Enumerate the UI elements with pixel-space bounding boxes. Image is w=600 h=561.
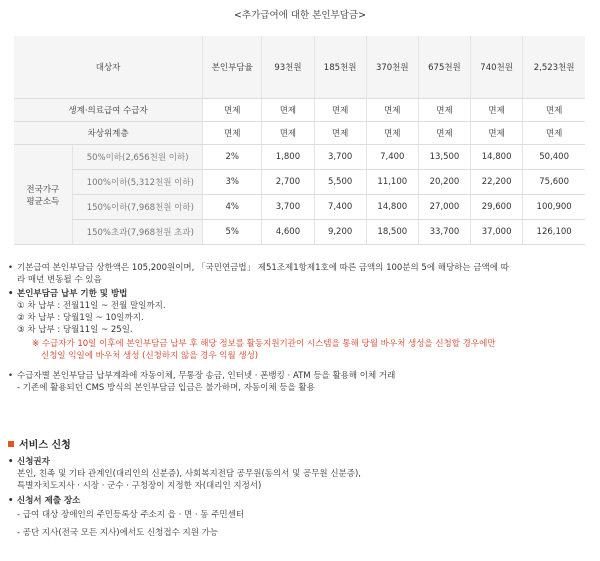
note-cap: • 기본급여 본인부담금 상한액은 105,200원이며, 「국민연금법」 제51조제1항제1호에 따른 금액의 100분의 5에 해당하는 금액에 따 bbox=[8, 262, 593, 274]
header-amount: 185천원 bbox=[314, 36, 366, 99]
value-cell: 면제 bbox=[523, 122, 585, 145]
note-payment-3: ③ 차 납부 : 당월11일 ~ 25일. bbox=[17, 325, 133, 335]
header-amount: 675천원 bbox=[418, 36, 470, 99]
submission-line: - 급여 대상 장애인의 주민등록상 주소지 읍 · 면 · 동 주민센터 bbox=[17, 510, 245, 520]
row-label: 50%이하(2,656천원 이하) bbox=[72, 145, 202, 170]
service-section bbox=[8, 456, 593, 539]
value-cell: 50,400 bbox=[523, 145, 585, 170]
value-cell: 126,100 bbox=[523, 220, 585, 245]
table-row bbox=[14, 99, 585, 122]
value-cell: 7,400 bbox=[366, 145, 418, 170]
value-cell: 100,900 bbox=[523, 195, 585, 220]
value-cell: 5,500 bbox=[314, 170, 366, 195]
value-cell: 27,000 bbox=[418, 195, 470, 220]
table-row bbox=[14, 195, 585, 220]
value-cell: 면제 bbox=[366, 99, 418, 122]
income-group-label-line: 평균소득 bbox=[26, 196, 60, 207]
value-cell: 면제 bbox=[314, 99, 366, 122]
value-cell: 14,800 bbox=[366, 195, 418, 220]
value-cell: 2,700 bbox=[262, 170, 314, 195]
row-label: 150%이하(7,968천원 이하) bbox=[72, 195, 202, 220]
row-label: 생계·의료급여 수급자 bbox=[14, 99, 203, 122]
value-cell: 22,200 bbox=[471, 170, 523, 195]
value-cell: 면제 bbox=[418, 99, 470, 122]
value-cell: 면제 bbox=[366, 122, 418, 145]
submission-line: - 공단 지사(전국 모든 지사)에서도 신청접수 지원 가능 bbox=[17, 528, 219, 538]
value-cell: 면제 bbox=[262, 122, 314, 145]
value-cell: 7,400 bbox=[314, 195, 366, 220]
applicant-title: • 신청권자 bbox=[8, 456, 593, 468]
applicant-line: 특별자치도지사 · 시장 · 군수 · 구청장이 지정한 자(대리인 지정서) bbox=[17, 481, 262, 491]
value-cell: 3,700 bbox=[262, 195, 314, 220]
service-title-text: 서비스 신청 bbox=[19, 440, 71, 451]
value-cell: 면제 bbox=[314, 122, 366, 145]
submission-title: • 신청서 제출 장소 bbox=[8, 495, 593, 507]
note-payment-2: ② 차 납부 : 당월1일 ~ 10일까지. bbox=[17, 313, 144, 323]
rate-cell: 2% bbox=[203, 145, 262, 170]
header-target: 대상자 bbox=[14, 36, 203, 99]
value-cell: 면제 bbox=[471, 99, 523, 122]
note-transfer: • 수급자별 본인부담금 납부계좌에 자동이체, 무통장 송금, 인터넷 · 폰뱅킹 · ATM 등을 활용해 이체 거래 bbox=[8, 370, 593, 382]
table-caption: <추가급여에 대한 본인부담금> bbox=[233, 10, 367, 21]
rate-cell: 5% bbox=[203, 220, 262, 245]
value-cell: 11,100 bbox=[366, 170, 418, 195]
row-label: 150%초과(7,968천원 초과) bbox=[72, 220, 202, 245]
header-amount: 2,523천원 bbox=[523, 36, 585, 99]
value-cell: 면제 bbox=[418, 122, 470, 145]
note-cap-cont: 라 매년 변동될 수 있음 bbox=[17, 275, 102, 285]
table-row bbox=[14, 170, 585, 195]
header-amount: 93천원 bbox=[262, 36, 314, 99]
note-warning-cont: 신청일 익일에 바우처 생성 (신청하지 않을 경우 익월 생성) bbox=[41, 351, 259, 361]
row-label: 차상위계층 bbox=[14, 122, 203, 145]
value-cell: 20,200 bbox=[418, 170, 470, 195]
applicant-line: 본인, 친족 및 기타 관계인(대리인의 신분증), 사회복지전담 공무원(동의서 및 공무원 신분증), bbox=[17, 469, 361, 479]
value-cell: 3,700 bbox=[314, 145, 366, 170]
note-transfer-sub: - 기존에 활용되던 CMS 방식의 본인부담금 입금은 불가하며, 자동이체 등을 활용 bbox=[17, 383, 315, 393]
header-amount: 370천원 bbox=[366, 36, 418, 99]
service-section-title bbox=[8, 436, 71, 451]
copayment-table bbox=[14, 36, 585, 245]
table-row bbox=[14, 220, 585, 245]
header-amount: 740천원 bbox=[471, 36, 523, 99]
section-bullet-icon bbox=[8, 441, 14, 447]
income-group-label bbox=[14, 145, 72, 245]
value-cell: 4,600 bbox=[262, 220, 314, 245]
value-cell: 13,500 bbox=[418, 145, 470, 170]
value-cell: 75,600 bbox=[523, 170, 585, 195]
rate-cell: 4% bbox=[203, 195, 262, 220]
row-label: 100%이하(5,312천원 이하) bbox=[72, 170, 202, 195]
value-cell: 18,500 bbox=[366, 220, 418, 245]
table-row bbox=[14, 122, 585, 145]
notes-section bbox=[8, 262, 593, 394]
value-cell: 면제 bbox=[523, 99, 585, 122]
rate-cell: 면제 bbox=[203, 99, 262, 122]
value-cell: 9,200 bbox=[314, 220, 366, 245]
note-payment-title: • 본인부담금 납부 기한 및 방법 bbox=[8, 288, 593, 300]
value-cell: 면제 bbox=[262, 99, 314, 122]
rate-cell: 3% bbox=[203, 170, 262, 195]
note-warning: ※ 수급자가 10일 이후에 본인부담금 납부 후 해당 정보를 활동지원기관이 시스템을 통해 당월 바우처 생성을 신청할 경우에만 bbox=[32, 339, 496, 349]
rate-cell: 면제 bbox=[203, 122, 262, 145]
header-rate: 본인부담율 bbox=[203, 36, 262, 99]
value-cell: 14,800 bbox=[471, 145, 523, 170]
value-cell: 1,800 bbox=[262, 145, 314, 170]
value-cell: 29,600 bbox=[471, 195, 523, 220]
table-row bbox=[14, 145, 585, 170]
value-cell: 면제 bbox=[471, 122, 523, 145]
note-payment-1: ① 차 납부 : 전월11일 ~ 전월 말일까지. bbox=[17, 301, 166, 311]
table-header-row bbox=[14, 36, 585, 99]
value-cell: 37,000 bbox=[471, 220, 523, 245]
income-group-label-line: 전국가구 bbox=[26, 184, 60, 195]
value-cell: 33,700 bbox=[418, 220, 470, 245]
